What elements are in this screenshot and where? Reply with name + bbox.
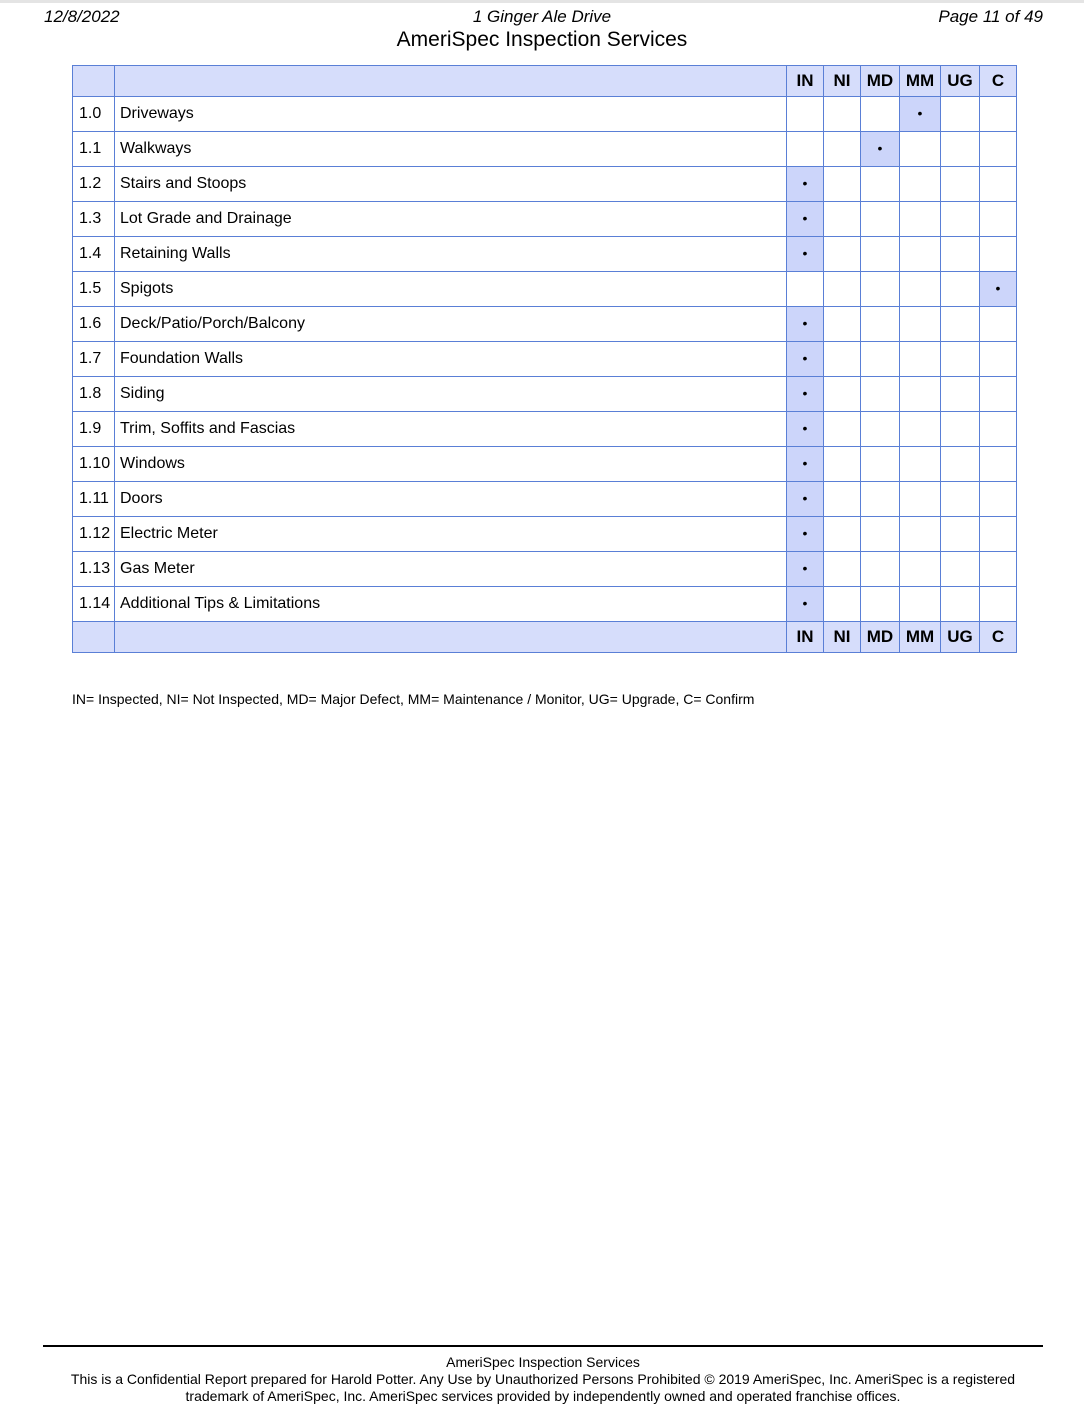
row-number: 1.0 xyxy=(73,97,115,132)
status-bullet: • xyxy=(802,525,808,541)
cell-ug xyxy=(941,132,980,167)
cell-ni xyxy=(824,202,861,237)
row-number: 1.14 xyxy=(73,587,115,622)
cell-ug xyxy=(941,307,980,342)
company-title: AmeriSpec Inspection Services xyxy=(396,28,688,51)
cell-md xyxy=(861,552,900,587)
cell-md xyxy=(861,132,900,167)
table-row xyxy=(73,377,1017,412)
cell-ug xyxy=(941,482,980,517)
cell-ni xyxy=(824,412,861,447)
table-row xyxy=(73,482,1017,517)
col-header-ni: NI xyxy=(824,66,861,97)
cell-ni xyxy=(824,132,861,167)
cell-md xyxy=(861,517,900,552)
footer-company: AmeriSpec Inspection Services xyxy=(446,1354,640,1370)
row-number: 1.3 xyxy=(73,202,115,237)
status-bullet: • xyxy=(802,350,808,366)
status-bullet: • xyxy=(995,280,1001,296)
row-label: Lot Grade and Drainage xyxy=(115,202,787,237)
cell-md xyxy=(861,272,900,307)
status-bullet: • xyxy=(802,490,808,506)
cell-c xyxy=(980,272,1017,307)
row-number: 1.8 xyxy=(73,377,115,412)
cell-c xyxy=(980,132,1017,167)
cell-md xyxy=(861,447,900,482)
cell-mm xyxy=(900,237,941,272)
row-label: Driveways xyxy=(115,97,787,132)
report-date: 12/8/2022 xyxy=(44,7,120,26)
cell-in xyxy=(787,237,824,272)
table-row xyxy=(73,272,1017,307)
row-label: Doors xyxy=(115,482,787,517)
cell-md xyxy=(861,307,900,342)
cell-c xyxy=(980,97,1017,132)
table-row xyxy=(73,412,1017,447)
col-footer-md: MD xyxy=(861,622,900,653)
row-number: 1.5 xyxy=(73,272,115,307)
cell-ni xyxy=(824,587,861,622)
cell-ug xyxy=(941,552,980,587)
cell-md xyxy=(861,97,900,132)
row-number: 1.9 xyxy=(73,412,115,447)
table-row xyxy=(73,237,1017,272)
cell-in xyxy=(787,202,824,237)
cell-ug xyxy=(941,412,980,447)
inspection-summary-table xyxy=(72,65,1017,653)
property-address: 1 Ginger Ale Drive xyxy=(472,7,612,26)
cell-ug xyxy=(941,272,980,307)
status-bullet: • xyxy=(802,245,808,261)
header-blank-desc xyxy=(115,66,787,97)
footer-blank-desc xyxy=(115,622,787,653)
table-row xyxy=(73,447,1017,482)
cell-ni xyxy=(824,307,861,342)
row-label: Windows xyxy=(115,447,787,482)
cell-md xyxy=(861,237,900,272)
cell-c xyxy=(980,482,1017,517)
table-row xyxy=(73,587,1017,622)
cell-ug xyxy=(941,342,980,377)
row-label: Spigots xyxy=(115,272,787,307)
cell-c xyxy=(980,202,1017,237)
row-label: Additional Tips & Limitations xyxy=(115,587,787,622)
cell-mm xyxy=(900,482,941,517)
row-label: Deck/Patio/Porch/Balcony xyxy=(115,307,787,342)
cell-c xyxy=(980,167,1017,202)
cell-md xyxy=(861,167,900,202)
row-number: 1.11 xyxy=(73,482,115,517)
row-number: 1.13 xyxy=(73,552,115,587)
table-header-row xyxy=(73,66,1017,97)
col-header-in: IN xyxy=(787,66,824,97)
cell-md xyxy=(861,342,900,377)
page-number: Page 11 of 49 xyxy=(938,7,1043,26)
cell-ug xyxy=(941,167,980,202)
status-bullet: • xyxy=(802,560,808,576)
cell-in xyxy=(787,587,824,622)
cell-in xyxy=(787,412,824,447)
cell-mm xyxy=(900,167,941,202)
status-bullet: • xyxy=(917,105,923,121)
cell-ug xyxy=(941,377,980,412)
status-bullet: • xyxy=(802,315,808,331)
status-bullet: • xyxy=(802,175,808,191)
table-row xyxy=(73,202,1017,237)
cell-ug xyxy=(941,202,980,237)
cell-c xyxy=(980,587,1017,622)
cell-ni xyxy=(824,342,861,377)
row-number: 1.7 xyxy=(73,342,115,377)
cell-mm xyxy=(900,552,941,587)
row-number: 1.2 xyxy=(73,167,115,202)
col-footer-ni: NI xyxy=(824,622,861,653)
cell-c xyxy=(980,237,1017,272)
cell-in xyxy=(787,132,824,167)
cell-c xyxy=(980,447,1017,482)
cell-in xyxy=(787,167,824,202)
cell-mm xyxy=(900,447,941,482)
cell-in xyxy=(787,377,824,412)
cell-ni xyxy=(824,517,861,552)
cell-c xyxy=(980,377,1017,412)
top-rule xyxy=(0,0,1084,3)
row-label: Siding xyxy=(115,377,787,412)
col-header-mm: MM xyxy=(900,66,941,97)
cell-in xyxy=(787,447,824,482)
status-bullet: • xyxy=(802,455,808,471)
status-bullet: • xyxy=(802,595,808,611)
cell-ni xyxy=(824,237,861,272)
cell-mm xyxy=(900,97,941,132)
footer-blank-num xyxy=(73,622,115,653)
row-label: Walkways xyxy=(115,132,787,167)
header-blank-num xyxy=(73,66,115,97)
cell-c xyxy=(980,552,1017,587)
cell-in xyxy=(787,97,824,132)
row-number: 1.4 xyxy=(73,237,115,272)
cell-ug xyxy=(941,447,980,482)
col-footer-mm: MM xyxy=(900,622,941,653)
cell-md xyxy=(861,587,900,622)
table-row xyxy=(73,307,1017,342)
legend-text: IN= Inspected, NI= Not Inspected, MD= Major Defect, MM= Maintenance / Monitor, UG= Upgrade, C= Confirm xyxy=(72,691,755,707)
cell-mm xyxy=(900,202,941,237)
cell-in xyxy=(787,517,824,552)
cell-ug xyxy=(941,237,980,272)
cell-ni xyxy=(824,272,861,307)
cell-in xyxy=(787,307,824,342)
cell-ni xyxy=(824,482,861,517)
row-number: 1.12 xyxy=(73,517,115,552)
row-label: Stairs and Stoops xyxy=(115,167,787,202)
cell-mm xyxy=(900,377,941,412)
footer-disclaimer: This is a Confidential Report prepared for Harold Potter. Any Use by Unauthorized Persons Prohibited © 2019 AmeriSpec, Inc. AmeriSpec is a registered trademark of AmeriSpec, Inc. AmeriSpec services provided by independently owned and operated franchise offices. xyxy=(70,1371,1016,1404)
cell-ni xyxy=(824,97,861,132)
cell-mm xyxy=(900,132,941,167)
table-row xyxy=(73,552,1017,587)
cell-in xyxy=(787,482,824,517)
status-bullet: • xyxy=(802,420,808,436)
col-header-ug: UG xyxy=(941,66,980,97)
cell-md xyxy=(861,202,900,237)
row-label: Gas Meter xyxy=(115,552,787,587)
status-bullet: • xyxy=(877,140,883,156)
row-number: 1.1 xyxy=(73,132,115,167)
cell-mm xyxy=(900,587,941,622)
cell-c xyxy=(980,307,1017,342)
cell-ni xyxy=(824,552,861,587)
cell-c xyxy=(980,517,1017,552)
footer-rule xyxy=(43,1345,1043,1347)
table-row xyxy=(73,97,1017,132)
row-label: Retaining Walls xyxy=(115,237,787,272)
cell-mm xyxy=(900,412,941,447)
status-bullet: • xyxy=(802,385,808,401)
col-footer-in: IN xyxy=(787,622,824,653)
cell-ni xyxy=(824,377,861,412)
row-label: Foundation Walls xyxy=(115,342,787,377)
cell-c xyxy=(980,412,1017,447)
table-row xyxy=(73,132,1017,167)
cell-in xyxy=(787,272,824,307)
cell-ni xyxy=(824,447,861,482)
col-header-c: C xyxy=(980,66,1017,97)
status-bullet: • xyxy=(802,210,808,226)
cell-md xyxy=(861,482,900,517)
row-label: Trim, Soffits and Fascias xyxy=(115,412,787,447)
cell-mm xyxy=(900,272,941,307)
col-footer-ug: UG xyxy=(941,622,980,653)
col-header-md: MD xyxy=(861,66,900,97)
cell-mm xyxy=(900,342,941,377)
cell-ug xyxy=(941,587,980,622)
table-footer-row xyxy=(73,622,1017,653)
cell-ni xyxy=(824,167,861,202)
cell-in xyxy=(787,342,824,377)
table-row xyxy=(73,167,1017,202)
table-row xyxy=(73,517,1017,552)
cell-md xyxy=(861,377,900,412)
row-number: 1.6 xyxy=(73,307,115,342)
col-footer-c: C xyxy=(980,622,1017,653)
cell-mm xyxy=(900,517,941,552)
row-number: 1.10 xyxy=(73,447,115,482)
row-label: Electric Meter xyxy=(115,517,787,552)
cell-mm xyxy=(900,307,941,342)
cell-ug xyxy=(941,97,980,132)
cell-md xyxy=(861,412,900,447)
table-row xyxy=(73,342,1017,377)
cell-c xyxy=(980,342,1017,377)
cell-in xyxy=(787,552,824,587)
cell-ug xyxy=(941,517,980,552)
